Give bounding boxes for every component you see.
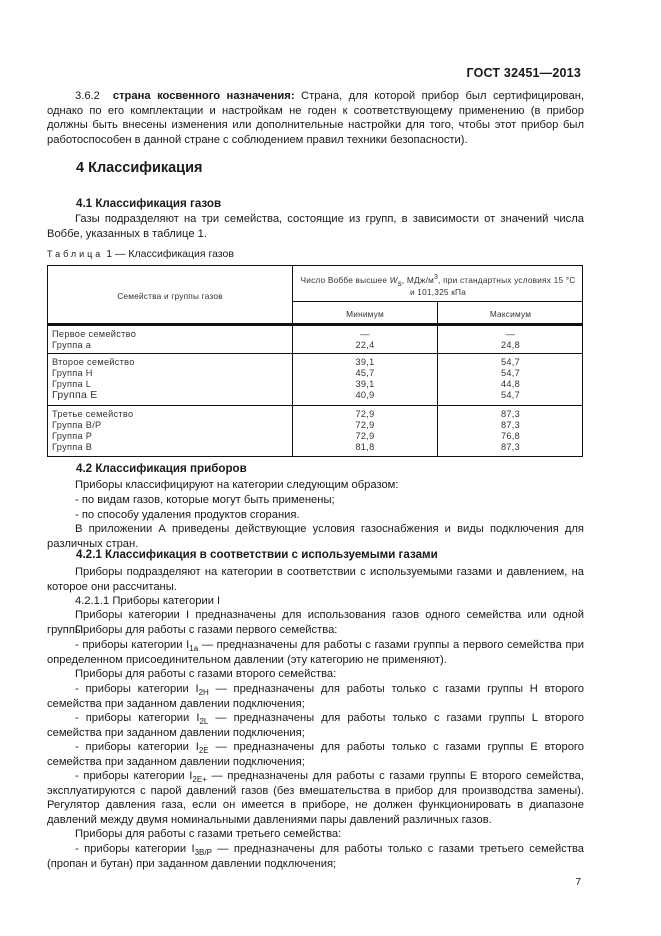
clause-text: Страна, для которой прибор был сертифицирован, однако по его комплектации и настройкам не годен к соответствующему применению (в прибор должны быть внесены изменения или дополнительные настройки для того, чтобы этот прибор был работоспособен в данной стране с соблюдением правил техники безопасности). [47, 90, 585, 146]
row-label: Третье семейство [52, 409, 134, 419]
cell-value: 76,8 [500, 431, 521, 441]
cell-value: 72,9 [355, 420, 375, 430]
row-label: Второе семейство [52, 357, 135, 367]
item-text: — предназначены для работы только с газами группы L второго семейства при заданном давлении подключения; [47, 712, 584, 739]
wobbe-symbol: W [389, 275, 398, 285]
cell-value: 54,7 [500, 357, 521, 367]
section-4-1-text: Газы подразделяют на три семейства, состоящие из групп, в зависимости от значений числа Воббе, указанных в таблице 1. [47, 213, 584, 240]
cell-value: 72,9 [355, 431, 375, 441]
table-row-first-family-labels [52, 329, 136, 351]
cell-value: 54,7 [500, 368, 521, 378]
cell-value: 81,8 [355, 442, 375, 452]
paragraph: Приборы для работы с газами третьего семейства: [75, 828, 342, 840]
table-row-first-family-min [293, 329, 437, 351]
item-prefix: - приборы категории I [75, 712, 200, 724]
table-divider [48, 405, 582, 406]
table-row-second-family-labels [52, 357, 135, 401]
category-i2h [47, 682, 584, 711]
cell-value: 72,9 [355, 409, 375, 419]
list-item: - по способу удаления продуктов сгорания. [75, 509, 300, 521]
table-row-first-family-max [438, 329, 583, 351]
table-row-third-family-min [293, 409, 437, 453]
table-row-third-family-labels [52, 409, 133, 453]
row-label: Группа H [52, 368, 93, 378]
column-header-min: Минимум [346, 309, 384, 319]
cell-value: 45,7 [355, 368, 375, 378]
table-caption-text: 1 — Классификация газов [106, 248, 234, 260]
clause-term: страна косвенного назначения: [112, 90, 295, 102]
cell-value: 40,9 [355, 390, 375, 400]
cell-value: 87,3 [500, 442, 521, 452]
clause-number: 3.6.2 [75, 90, 100, 102]
section-4-title: 4 Классификация [76, 160, 203, 176]
section-4-2-1-text: Приборы подразделяют на категории в соответствии с используемыми газами и давлением, на которое они рассчитаны. [47, 566, 584, 593]
row-label: Группа а [52, 340, 92, 350]
category-i2l [47, 711, 584, 740]
row-label: Первое семейство [52, 329, 137, 339]
row-label: Группа L [52, 379, 92, 389]
item-prefix: - приборы категории I [75, 741, 199, 753]
gas-classification-table [47, 265, 583, 457]
column-header-groups: Семейства и группы газов [117, 291, 223, 301]
category-i3bp [47, 842, 584, 871]
cell-value: 39,1 [355, 357, 375, 367]
cell-value: 22,4 [355, 340, 375, 350]
category-i2e [47, 740, 584, 769]
item-prefix: - приборы категории I [75, 639, 190, 651]
category-subscript: 2E+ [192, 775, 207, 784]
wobbe-header-text: Число Воббе высшее [300, 275, 390, 285]
category-subscript: 2H [198, 688, 209, 697]
table-header-rule [48, 323, 582, 326]
category-i2e-plus [47, 769, 584, 827]
item-text: — предназначены для работы с газами группы E второго семейства, эксплуатируются с парой давлений газов (без вмешательства в прибор для производства замены). Регулятор давления газа, если он имеется в приборе, не должен функционировать в диапазоне давлений между двумя номинальными давлениями пары давлений различных газов. [47, 770, 584, 826]
cell-value: 54,7 [500, 390, 521, 400]
wobbe-header-conditions: , при стандартных условиях 15 °С [438, 275, 576, 285]
category-subscript: 2E [198, 746, 209, 755]
item-text: — предназначены для работы только с газами группы H второго семейства при заданном давлении подключения; [47, 683, 584, 710]
section-4-2-1-title: 4.2.1 Классификация в соответствии с используемыми газами [76, 548, 438, 561]
clause-3-6-2 [47, 89, 584, 147]
row-label: Группа B/P [52, 420, 102, 430]
table-row-second-family-max [438, 357, 583, 401]
cell-value: — [505, 329, 516, 339]
table-divider [292, 301, 582, 302]
category-subscript: 1a [189, 644, 199, 653]
table-caption-label: Таблица [47, 249, 104, 259]
cell-value: 24,8 [500, 340, 521, 350]
category-subscript: 3B/P [194, 848, 212, 857]
section-4-1-title: 4.1 Классификация газов [76, 197, 222, 210]
item-prefix: - приборы категории I [75, 843, 195, 855]
wobbe-subscript: s [397, 279, 402, 288]
column-header-max: Максимум [489, 309, 532, 319]
table-row-third-family-max [438, 409, 583, 453]
column-header-wobbe [293, 274, 583, 298]
section-4-2-annex: В приложении А приведены действующие условия газоснабжения и виды подключения для различных стран. [47, 523, 584, 550]
item-prefix: - приборы категории I [75, 683, 199, 695]
paragraph: Приборы для работы с газами второго семейства: [75, 668, 337, 680]
item-text: — предназначены для работы только с газами группы E второго семейства при заданном давлении подключения; [47, 741, 584, 768]
section-4-2-1-1-title: 4.2.1.1 Приборы категории I [75, 595, 221, 607]
wobbe-header-unit: , МДж/м [401, 275, 434, 285]
wobbe-header-line2: и 101,325 кПа [409, 287, 467, 297]
row-label: Группа B [52, 442, 93, 452]
paragraph: Приборы для работы с газами первого семейства: [75, 624, 338, 636]
table-caption [47, 248, 234, 260]
row-label: Группа P [52, 431, 93, 441]
list-item: - по видам газов, которые могут быть применены; [75, 494, 335, 506]
item-prefix: - приборы категории I [75, 770, 193, 782]
item-text: — предназначены для работы с газами группы а первого семейства при определенном присоединительном давлении (эту категорию не применяют). [47, 639, 584, 666]
category-subscript: 2L [199, 717, 209, 726]
table-row-second-family-min [293, 357, 437, 401]
wobbe-superscript: 3 [434, 274, 439, 281]
cell-value: 87,3 [500, 409, 521, 419]
paragraph: Приборы категории I предназначены для использования газов одного семейства или одной группы. [47, 609, 584, 636]
cell-value: — [360, 329, 370, 339]
cell-value: 39,1 [355, 379, 375, 389]
section-4-2-title: 4.2 Классификация приборов [76, 462, 247, 475]
cell-value: 44,8 [500, 379, 521, 389]
item-text: — предназначены для работы только с газами третьего семейства (пропан и бутан) при заданном давлении подключения; [47, 843, 584, 870]
page-number: 7 [575, 877, 581, 888]
section-4-2-intro: Приборы классифицируют на категории следующим образом: [75, 479, 399, 491]
row-label: Группа E [52, 389, 98, 401]
category-i1a [47, 638, 584, 667]
cell-value: 87,3 [500, 420, 521, 430]
document-header-id: ГОСТ 32451—2013 [466, 66, 581, 80]
table-divider [48, 353, 582, 354]
